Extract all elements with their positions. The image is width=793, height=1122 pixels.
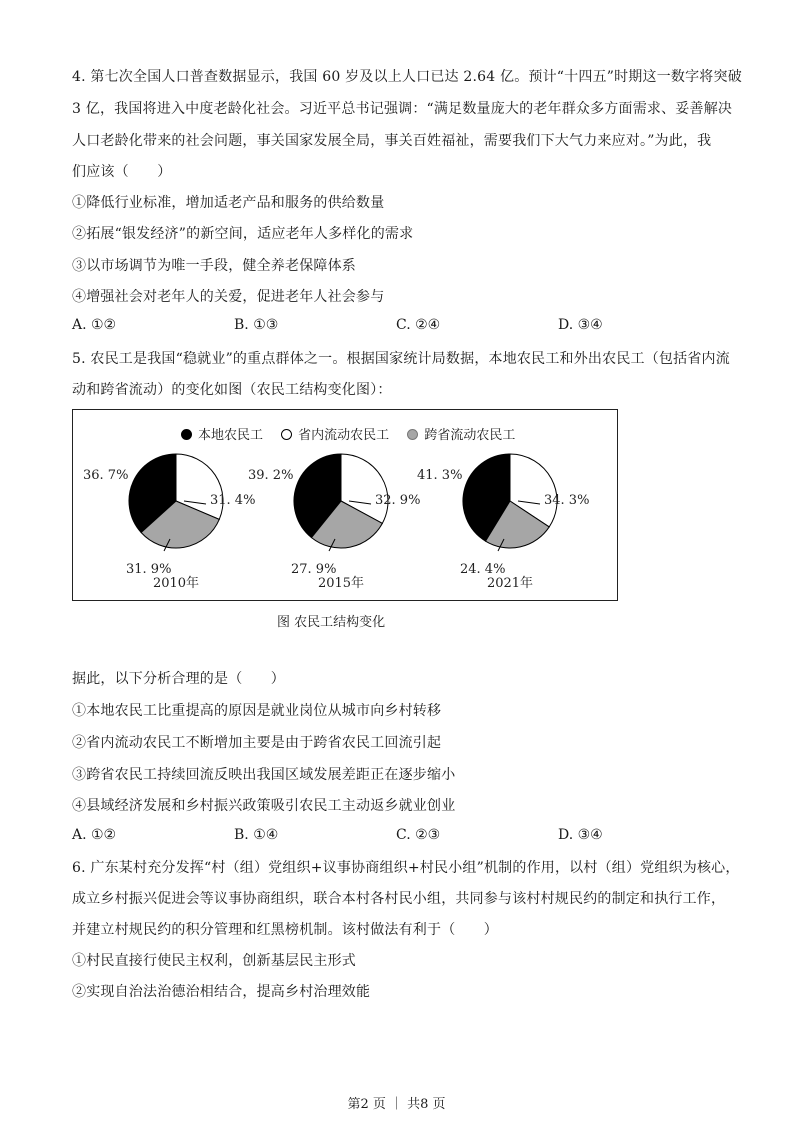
pie-year-label: 2015年 [317, 576, 365, 591]
q4-statement-2: ②拓展“银发经济”的新空间，适应老年人多样化的需求 [72, 226, 414, 242]
q5-statement-1: ①本地农民工比重提高的原因是就业岗位从城市向乡村转移 [72, 703, 442, 719]
q4-option-d[interactable]: D. ③④ [558, 317, 603, 333]
q4-option-c[interactable]: C. ②④ [396, 317, 441, 333]
page-footer: 第2 页 ｜ 共8 页 [347, 1097, 446, 1112]
pie-value-label: 27. 9% [291, 562, 337, 577]
pie-value-label: 34. 3% [544, 493, 590, 508]
pie-value-label: 36. 7% [83, 468, 129, 483]
q5-question: 据此，以下分析合理的是（ ） [72, 671, 285, 687]
q5-option-d[interactable]: D. ③④ [558, 827, 603, 843]
pie-value-label: 31. 4% [210, 493, 256, 508]
q4-statement-3: ③以市场调节为唯一手段，健全养老保障体系 [72, 258, 356, 274]
q4-statement-4: ④增强社会对老年人的关爱，促进老年人社会参与 [72, 289, 385, 305]
q4-option-b[interactable]: B. ①③ [234, 317, 279, 333]
figure-caption: 图 农民工结构变化 [277, 615, 386, 630]
pie-year-label: 2021年 [486, 576, 534, 591]
q6-statement-2: ②实现自治法治德治相结合，提高乡村治理效能 [72, 984, 371, 1000]
q4-stem-line: 3 亿，我国将进入中度老龄化社会。习近平总书记强调：“满足数量庞大的老年群众多方面需求、妥善解决 [72, 101, 733, 117]
q6-stem-line: 6. 广东某村充分发挥“村（组）党组织+议事协商组织+村民小组”机制的作用，以村（组）党组织为核心， [72, 860, 740, 876]
q5-option-a[interactable]: A. ①② [72, 827, 117, 843]
pie-value-label: 31. 9% [126, 562, 172, 577]
legend-label: 跨省流动农民工 [424, 428, 516, 443]
pie-value-label: 41. 3% [417, 468, 463, 483]
pie-value-label: 24. 4% [460, 562, 506, 577]
q4-statement-1: ①降低行业标准，增加适老产品和服务的供给数量 [72, 195, 385, 211]
q5-option-b[interactable]: B. ①④ [234, 827, 279, 843]
pie-charts [73, 410, 617, 600]
q5-option-c[interactable]: C. ②③ [396, 827, 441, 843]
q5-statement-2: ②省内流动农民工不断增加主要是由于跨省农民工回流引起 [72, 735, 442, 751]
q6-stem-line: 成立乡村振兴促进会等议事协商组织，联合本村各村民小组，共同参与该村村规民约的制定和执行工作， [72, 891, 726, 907]
pie-year-label: 2010年 [152, 576, 200, 591]
q6-statement-1: ①村民直接行使民主权利，创新基层民主形式 [72, 953, 356, 969]
q5-stem-line: 5. 农民工是我国“稳就业”的重点群体之一。根据国家统计局数据，本地农民工和外出农民工（包括省内流 [72, 351, 730, 367]
q4-stem-line: 4. 第七次全国人口普查数据显示，我国 60 岁及以上人口已达 2.64 亿。预计“十四五”时期这一数字将突破 [72, 69, 742, 85]
q6-stem-line: 并建立村规民约的积分管理和红黑榜机制。该村做法有利于（ ） [72, 922, 498, 938]
legend-label: 省内流动农民工 [298, 428, 390, 443]
q4-options [72, 317, 732, 337]
pie-chart-figure [72, 409, 618, 601]
legend-label: 本地农民工 [198, 428, 264, 443]
q5-stem-line: 动和跨省流动）的变化如图（农民工结构变化图）： [72, 382, 392, 398]
q5-statement-3: ③跨省农民工持续回流反映出我国区域发展差距正在逐步缩小 [72, 767, 456, 783]
pie-value-label: 39. 2% [248, 468, 294, 483]
q4-option-a[interactable]: A. ①② [72, 317, 117, 333]
pie-value-label: 32. 9% [375, 493, 421, 508]
q5-options [72, 827, 732, 847]
q4-stem-line: 人口老龄化带来的社会问题，事关国家发展全局，事关百姓福祉，需要我们下大气力来应对。”为此，我 [72, 133, 712, 149]
q4-stem-line: 们应该（ ） [72, 164, 172, 180]
q5-statement-4: ④县域经济发展和乡村振兴政策吸引农民工主动返乡就业创业 [72, 798, 456, 814]
